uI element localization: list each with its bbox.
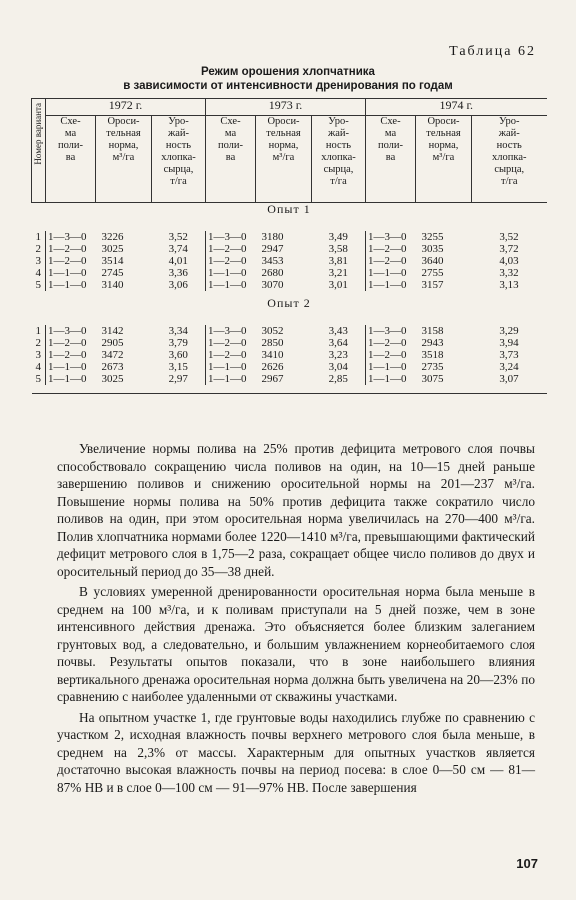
yield-cell: 3,34 — [168, 325, 188, 337]
yield-cell: 3,07 — [499, 373, 519, 385]
scheme-cell: 1—2—0 — [206, 255, 256, 267]
yield-cell: 3,32 — [499, 267, 519, 279]
norm-cell: 3157 — [421, 279, 444, 291]
experiment-label: Опыт 1 — [32, 203, 547, 232]
scheme-cell: 1—2—0 — [48, 337, 87, 349]
scheme-header: Схе- ма поли- ва — [46, 116, 96, 203]
table-row — [32, 279, 547, 291]
scheme-cell: 1—2—0 — [206, 337, 256, 349]
page-number: 107 — [516, 856, 538, 871]
body-text — [57, 440, 535, 799]
yield-cell: 3,23 — [328, 349, 348, 361]
scheme-cell: 1—2—0 — [48, 255, 87, 267]
paragraph: В условиях умеренной дренированности оросительная норма была меньше в среднем на 100 м³/га, и к поливам приступали на 5 дней позже, чем в зоне интенсивного действия дренажа. Это объясняется более близким залеганием грунтовых вод, а следовательно, и большим увлажнением корнеобитаемого слоя почвы. Результаты опытов показали, что в зоне наибольшего влияния вертикального дренажа оросительная норма должна быть увеличена на 20—23% по сравнению с наиболее удаленными от скважины участками. — [57, 584, 535, 704]
scheme-cell: 1—2—0 — [206, 243, 256, 255]
variant-number: 3 — [32, 255, 46, 267]
scheme-header: Схе- ма поли- ва — [206, 116, 256, 203]
variant-number: 4 — [32, 267, 46, 279]
yield-cell: 2,85 — [328, 373, 348, 385]
norm-cell: 3640 — [421, 255, 444, 267]
table-row — [32, 255, 547, 267]
scheme-cell: 1—1—0 — [206, 373, 256, 385]
norm-cell: 2735 — [421, 361, 444, 373]
experiment-label: Опыт 2 — [267, 296, 311, 310]
norm-cell: 2755 — [421, 267, 444, 279]
norm-cell: 2673 — [101, 361, 124, 373]
yield-cell: 3,15 — [168, 361, 188, 373]
year-header: 1973 г. — [206, 99, 366, 116]
norm-cell: 2905 — [101, 337, 124, 349]
yield-cell: 3,72 — [499, 243, 519, 255]
table-row — [32, 231, 547, 243]
yield-cell: 3,21 — [328, 267, 348, 279]
table-row — [32, 325, 547, 337]
table-row — [32, 349, 547, 361]
yield-cell: 3,04 — [328, 361, 348, 373]
yield-cell: 3,24 — [499, 361, 519, 373]
scheme-cell: 1—3—0 — [366, 231, 416, 243]
norm-cell: 2850 — [261, 337, 284, 349]
scheme-cell: 1—1—0 — [206, 361, 256, 373]
table-row — [32, 373, 547, 385]
variant-number: 3 — [32, 349, 46, 361]
yield-cell: 3,64 — [328, 337, 348, 349]
scheme-header: Схе- ма поли- ва — [366, 116, 416, 203]
yield-cell: 3,81 — [328, 255, 348, 267]
yield-cell: 3,58 — [328, 243, 348, 255]
norm-cell: 2626 — [261, 361, 284, 373]
scheme-cell: 1—1—0 — [366, 373, 416, 385]
yield-header: Уро- жай- ность хлопка- сырца, т/га — [472, 116, 547, 203]
yield-header: Уро- жай- ность хлопка- сырца, т/га — [152, 116, 206, 203]
norm-cell: 3518 — [421, 349, 444, 361]
yield-cell: 3,29 — [499, 325, 519, 337]
scheme-cell: 1—2—0 — [366, 243, 416, 255]
norm-header: Ороси- тельная норма, м³/га — [416, 116, 472, 203]
norm-cell: 3472 — [101, 349, 124, 361]
norm-cell: 2943 — [421, 337, 444, 349]
yield-cell: 3,94 — [499, 337, 519, 349]
scheme-cell: 1—2—0 — [366, 349, 416, 361]
yield-cell: 4,01 — [168, 255, 188, 267]
scheme-cell: 1—1—0 — [366, 267, 416, 279]
table-row — [32, 361, 547, 373]
norm-cell: 3158 — [421, 325, 444, 337]
yield-cell: 3,01 — [328, 279, 348, 291]
variant-number: 4 — [32, 361, 46, 373]
norm-cell: 3052 — [261, 325, 284, 337]
norm-cell: 3140 — [101, 279, 124, 291]
variant-header: Номер варианта — [32, 99, 46, 203]
norm-cell: 3453 — [261, 255, 284, 267]
norm-cell: 2947 — [261, 243, 284, 255]
norm-cell: 3255 — [421, 231, 444, 243]
norm-cell: 3070 — [261, 279, 284, 291]
scheme-cell: 1—1—0 — [48, 361, 87, 373]
norm-cell: 3226 — [101, 231, 124, 243]
paragraph: На опытном участке 1, где грунтовые воды находились глубже по сравнению с участком 2, исходная влажность почвы верхнего метрового слоя была меньше, в среднем на 2,3% от массы. Характерным для опытных участков является достаточно высокая влажность почвы на период посева: в слое 0—50 см — 81—87% НВ и в слое 0—100 см — 91—97% НВ. После завершения — [57, 709, 535, 795]
yield-cell: 3,73 — [499, 349, 519, 361]
scheme-cell: 1—1—0 — [48, 267, 87, 279]
scheme-cell: 1—2—0 — [206, 349, 256, 361]
yield-header: Уро- жай- ность хлопка- сырца, т/га — [312, 116, 366, 203]
table-number: Таблица 62 — [449, 44, 536, 59]
variant-number: 1 — [32, 231, 46, 243]
scheme-cell: 1—2—0 — [48, 243, 87, 255]
norm-header: Ороси- тельная норма, м³/га — [96, 116, 152, 203]
yield-cell: 3,60 — [168, 349, 188, 361]
yield-cell: 3,52 — [499, 231, 519, 243]
yield-cell: 2,97 — [168, 373, 188, 385]
yield-cell: 3,43 — [328, 325, 348, 337]
variant-number: 2 — [32, 337, 46, 349]
norm-cell: 2680 — [261, 267, 284, 279]
variant-number: 2 — [32, 243, 46, 255]
scheme-cell: 1—3—0 — [206, 325, 256, 337]
scheme-cell: 1—3—0 — [48, 325, 87, 337]
variant-number: 1 — [32, 325, 46, 337]
norm-cell: 3025 — [101, 243, 124, 255]
norm-cell: 3035 — [421, 243, 444, 255]
paragraph: Увеличение нормы полива на 25% против дефицита метрового слоя почвы способствовало сокращению числа поливов на один, на 10—15 дней раньше завершению поливов и снижению оросительной нормы на 201—237 м³/га. Повышение нормы полива на 50% против дефицита также сократило число поливов на один, при этом оросительная норма увеличилась на 270—400 м³/га. Полив хлопчатника нормами более 1220—1410 м³/га, превышающими фактический дефицит метрового слоя в 1,75—2 раза, сокращает общее число поливов до двух и оросительный период до 35—38 дней. — [57, 441, 535, 579]
year-header: 1972 г. — [46, 99, 206, 116]
table-subtitle: в зависимости от интенсивности дренирования по годам — [123, 80, 453, 92]
yield-cell: 3,36 — [168, 267, 188, 279]
table-row — [32, 243, 547, 255]
scheme-cell: 1—3—0 — [48, 231, 87, 243]
norm-cell: 3025 — [101, 373, 124, 385]
yield-cell: 3,79 — [168, 337, 188, 349]
irrigation-table — [31, 98, 547, 394]
scheme-cell: 1—1—0 — [206, 279, 256, 291]
norm-cell: 3410 — [261, 349, 284, 361]
table-row — [32, 337, 547, 349]
norm-cell: 3075 — [421, 373, 444, 385]
yield-cell: 3,52 — [168, 231, 188, 243]
yield-cell: 3,13 — [499, 279, 519, 291]
scheme-cell: 1—2—0 — [48, 349, 87, 361]
scheme-cell: 1—1—0 — [366, 361, 416, 373]
yield-cell: 3,49 — [328, 231, 348, 243]
scheme-cell: 1—3—0 — [206, 231, 256, 243]
scheme-cell: 1—1—0 — [48, 279, 87, 291]
scheme-cell: 1—2—0 — [366, 337, 416, 349]
table-row — [32, 267, 547, 279]
year-header: 1974 г. — [366, 99, 547, 116]
norm-cell: 2745 — [101, 267, 124, 279]
yield-cell: 3,74 — [168, 243, 188, 255]
scheme-cell: 1—3—0 — [366, 325, 416, 337]
norm-cell: 3142 — [101, 325, 124, 337]
scheme-cell: 1—1—0 — [206, 267, 256, 279]
table-title: Режим орошения хлопчатника — [201, 66, 375, 78]
norm-cell: 2967 — [261, 373, 284, 385]
norm-header: Ороси- тельная норма, м³/га — [256, 116, 312, 203]
scheme-cell: 1—2—0 — [366, 255, 416, 267]
yield-cell: 4,03 — [499, 255, 519, 267]
scheme-cell: 1—1—0 — [366, 279, 416, 291]
variant-number: 5 — [32, 279, 46, 291]
yield-cell: 3,06 — [168, 279, 188, 291]
variant-number: 5 — [32, 373, 46, 385]
scheme-cell: 1—1—0 — [48, 373, 87, 385]
norm-cell: 3514 — [101, 255, 124, 267]
norm-cell: 3180 — [261, 231, 284, 243]
